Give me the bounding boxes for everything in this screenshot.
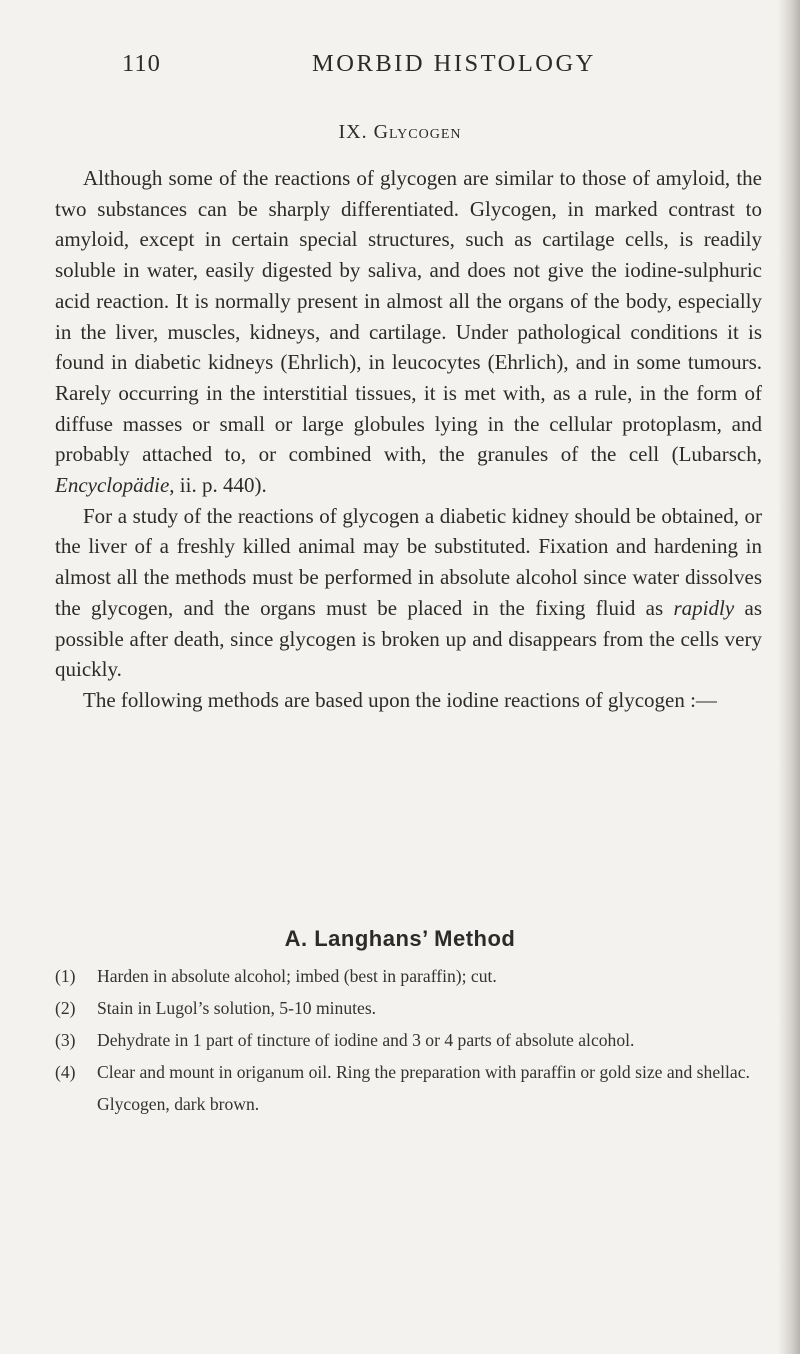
page-header (122, 50, 602, 82)
method-step (55, 1060, 762, 1085)
section-heading: IX. Glycogen (338, 121, 462, 143)
method-step (55, 996, 762, 1021)
page-number: 110 (122, 50, 161, 77)
running-head: MORBID HISTOLOGY (312, 50, 596, 77)
step-number: (2) (55, 998, 76, 1018)
method-step (55, 964, 762, 989)
italic-citation: Encyclopädie (55, 473, 170, 498)
method-step (55, 1028, 762, 1053)
step-text: Harden in absolute alcohol; imbed (best in paraffin); cut. (97, 966, 497, 986)
step-number: (1) (55, 966, 76, 986)
method-heading: A. Langhans’ Method (284, 926, 516, 951)
body-text (55, 163, 762, 716)
page-edge-shadow (778, 0, 800, 1354)
step-text: Clear and mount in origanum oil. Ring the preparation with paraffin or gold size and shellac. (97, 1062, 750, 1082)
step-number: (4) (55, 1062, 76, 1082)
step-text: Dehydrate in 1 part of tincture of iodine and 3 or 4 parts of absolute alcohol. (97, 1030, 635, 1050)
italic-emphasis: rapidly (673, 595, 735, 620)
method-steps (55, 964, 762, 1117)
step-text: Stain in Lugol’s solution, 5-10 minutes. (97, 998, 377, 1018)
paragraph: For a study of the reactions of glycogen a diabetic kidney should be obtained, or the liver of a freshly killed animal may be substituted. Fixation and hardening in almost all the methods must be performed in absolute alcohol since water dissolves the glycogen, and the organs must be placed in the fixing fluid as rapidly as possible after death, since glycogen is broken up and disappears from the cells very quickly. (55, 503, 762, 682)
paragraph: Although some of the reactions of glycogen are similar to those of amyloid, the two substances can be sharply differentiated. Glycogen, in marked contrast to amyloid, except in certain special structures, such as cartilage cells, is readily soluble in water, easily digested by saliva, and does not give the iodine-sulphuric acid reaction. It is normally present in almost all the organs of the body, especially in the liver, muscles, kidneys, and cartilage. Under pathological conditions it is found in diabetic kidneys (Ehrlich), in leucocytes (Ehrlich), and in some tumours. Rarely occurring in the interstitial tissues, it is met with, as a rule, in the form of diffuse masses or small or large globules lying in the cellular protoplasm, and probably attached to, or combined with, the granules of the cell (Lubarsch, Encyclopädie, ii. p. 440). (55, 166, 762, 498)
paragraph: The following methods are based upon the iodine reactions of glycogen :— (83, 687, 717, 712)
method-result: Glycogen, dark brown. (97, 1094, 260, 1114)
step-number: (3) (55, 1030, 76, 1050)
